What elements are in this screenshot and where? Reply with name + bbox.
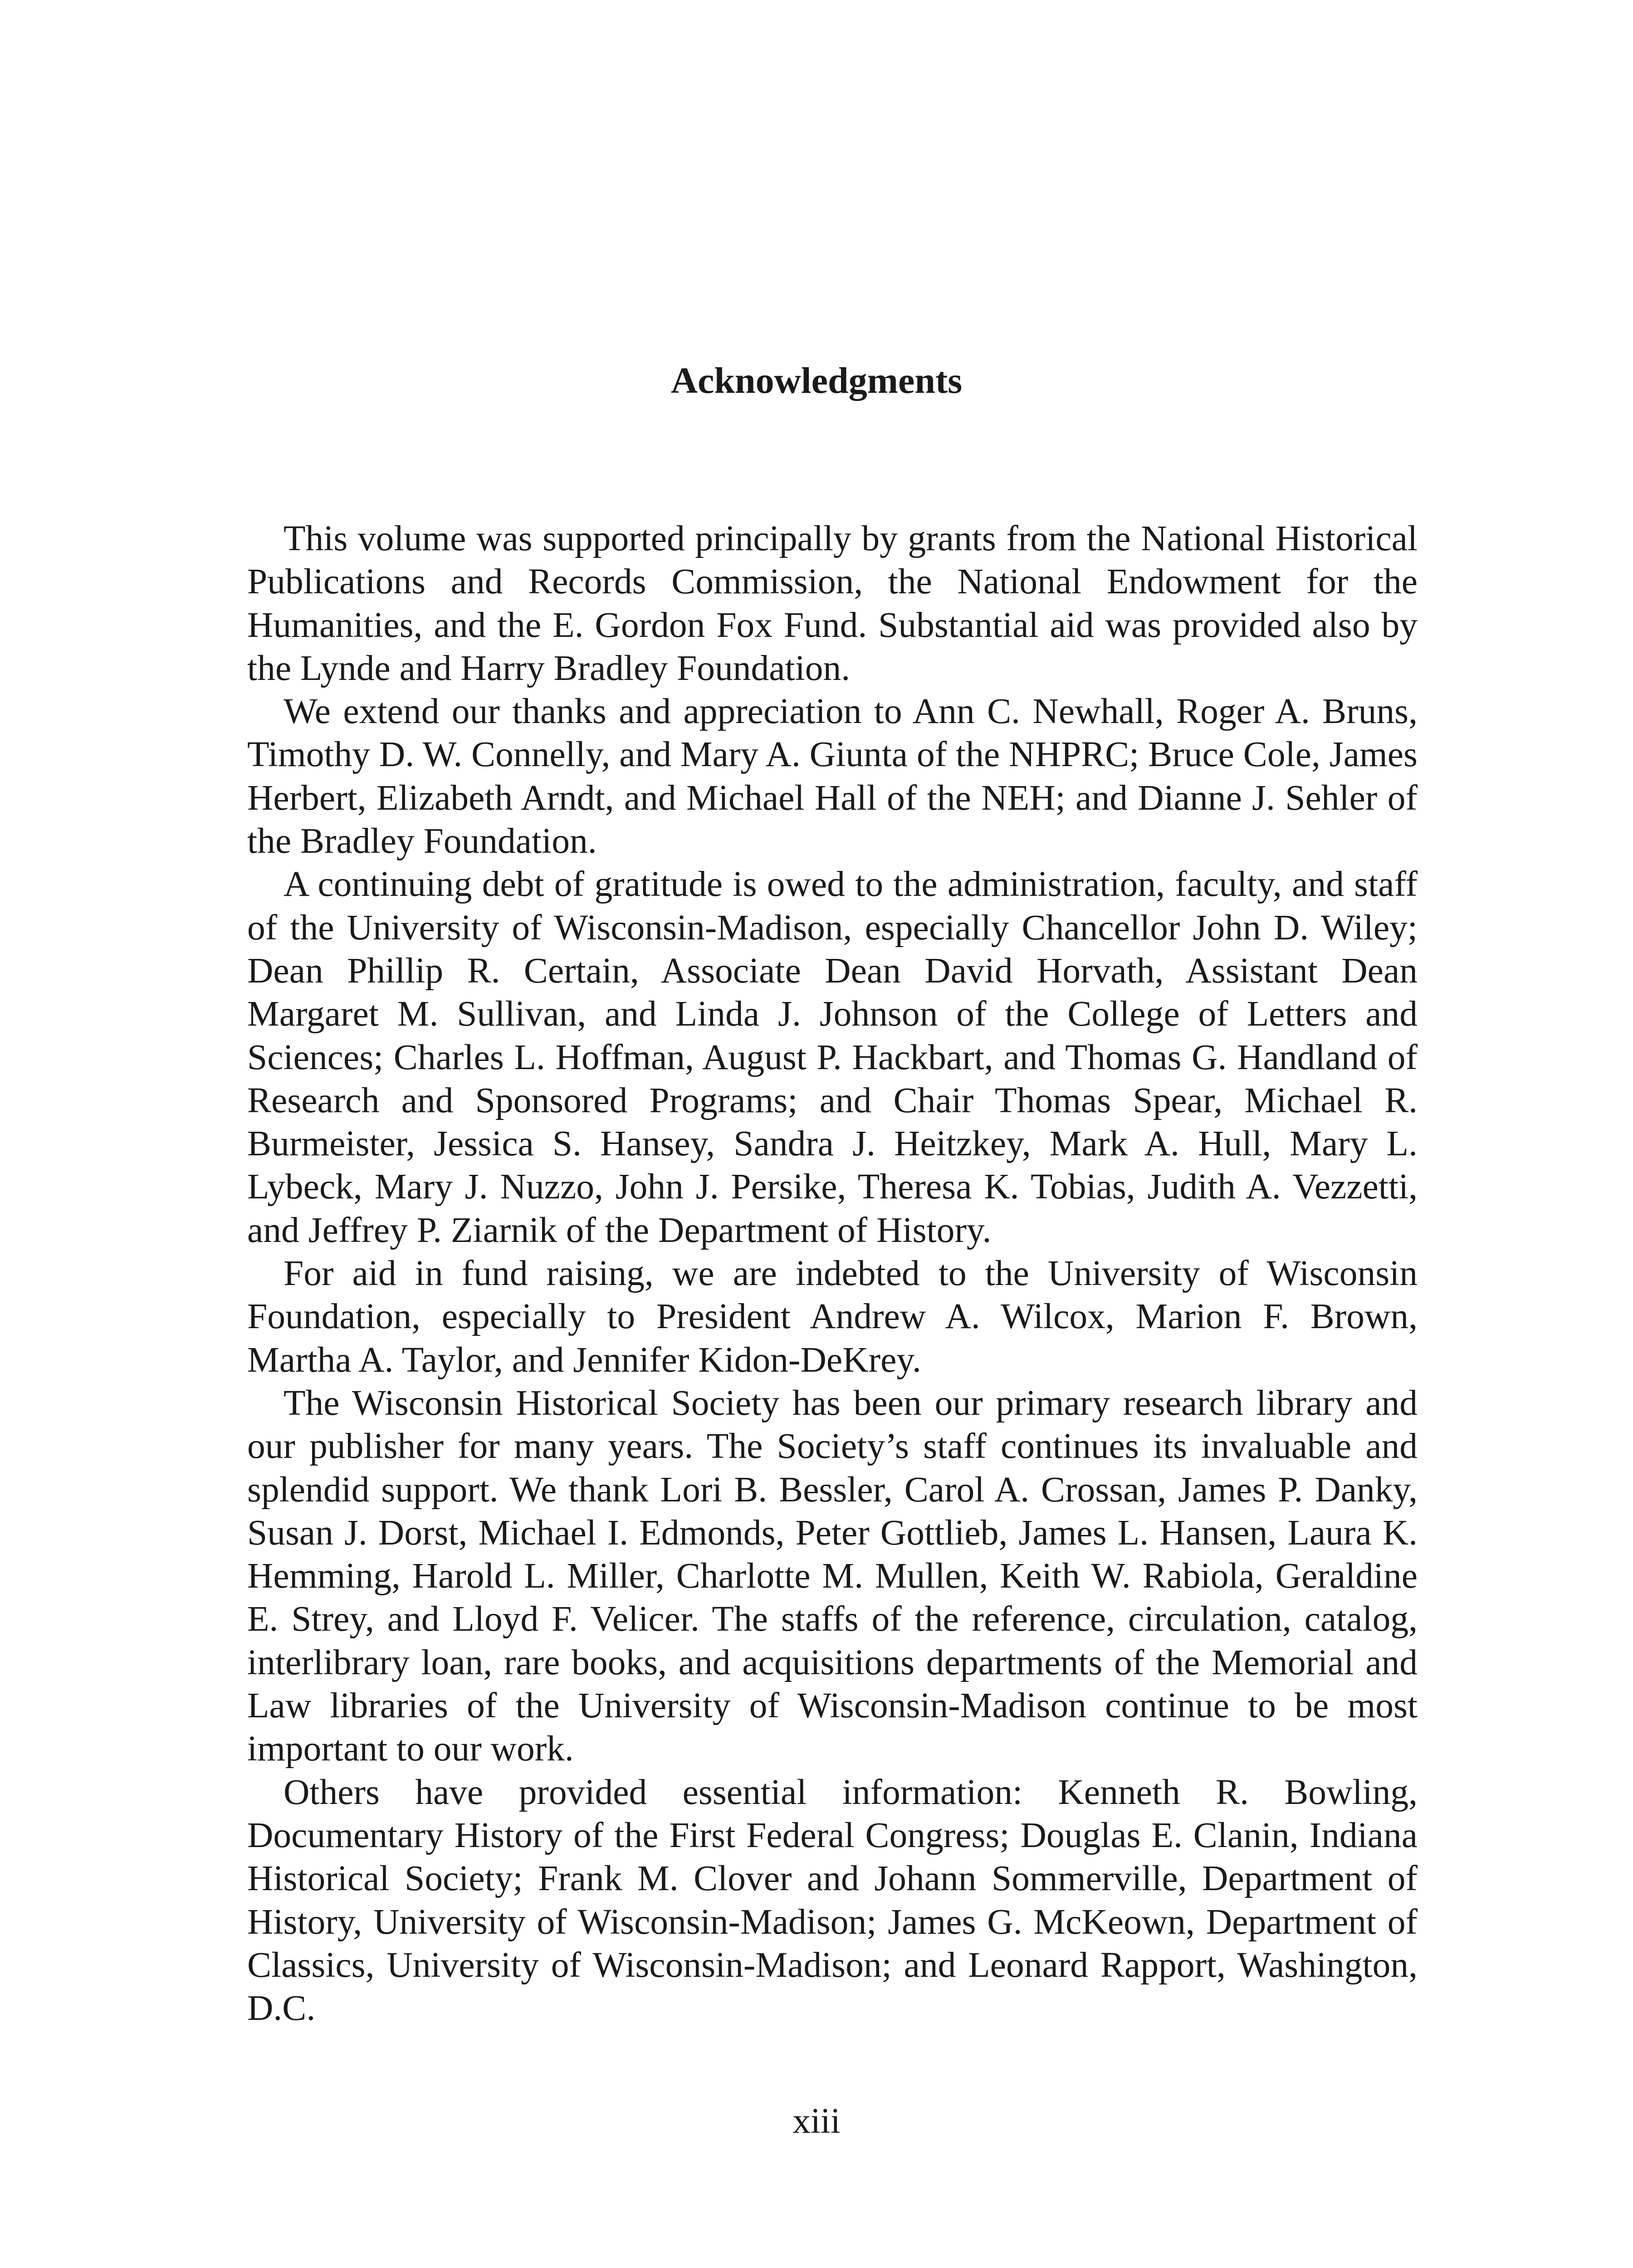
paragraph-other-contributors: Others have provided essential information: Kenneth R. Bowling, Documentary History of the First Federal Congress; Douglas E. Clanin, Indiana Historical Society; Frank M. Clover and Johann Sommerville, Department of History, University of Wisconsin-Madison; James G. McKeown, Department of Classics, University of Wisconsin-Madison; and Leonard Rapport, Washington, D.C. — [247, 1772, 1418, 2028]
paragraph-agency-thanks: We extend our thanks and appreciation to Ann C. Newhall, Roger A. Bruns, Timothy D. W. Connelly, and Mary A. Giunta of the NHPRC; Bruce Cole, James Herbert, Elizabeth Arndt, and Michael Hall of the NEH; and Dianne J. Sehler of the Bradley Foundation. — [247, 691, 1418, 861]
paragraph-historical-society: The Wisconsin Historical Society has been our primary research library and our publisher for many years. The Society’s staff continues its invaluable and splendid support. We thank Lori B. Bessler, Carol A. Crossan, James P. Danky, Susan J. Dorst, Michael I. Edmonds, Peter Gottlieb, James L. Hansen, Laura K. Hemming, Harold L. Miller, Charlotte M. Mullen, Keith W. Rabiola, Geraldine E. Strey, and Lloyd F. Velicer. The staffs of the reference, circulation, catalog, interlibrary loan, rare books, and acquisitions departments of the Memorial and Law libraries of the University of Wisconsin-Madison continue to be most important to our work. — [247, 1383, 1418, 1769]
acknowledgments-body — [247, 517, 1418, 2030]
paragraph-funding: This volume was supported principally by grants from the National Historical Publications and Records Commission, the National Endowment for the Humanities, and the E. Gordon Fox Fund. Substantial aid was provided also by the Lynde and Harry Bradley Foundation. — [247, 518, 1418, 688]
paragraph-fund-raising: For aid in fund raising, we are indebted to the University of Wisconsin Foundation, especially to President Andrew A. Wilcox, Marion F. Brown, Martha A. Taylor, and Jennifer Kidon-DeKrey. — [247, 1253, 1418, 1380]
page-title: Acknowledgments — [670, 360, 963, 401]
page-number: xiii — [792, 2102, 841, 2141]
paragraph-university-thanks: A continuing debt of gratitude is owed to the administration, faculty, and staff of the University of Wisconsin-Madison, especially Chancellor John D. Wiley; Dean Phillip R. Certain, Associate Dean David Horvath, Assistant Dean Margaret M. Sullivan, and Linda J. Johnson of the College of Letters and Sciences; Charles L. Hoffman, August P. Hackbart, and Thomas G. Handland of Research and Sponsored Programs; and Chair Thomas Spear, Michael R. Burmeister, Jessica S. Hansey, Sandra J. Heitzkey, Mark A. Hull, Mary L. Lybeck, Mary J. Nuzzo, John J. Persike, Theresa K. Tobias, Judith A. Vezzetti, and Jeffrey P. Ziarnik of the Department of History. — [247, 864, 1418, 1250]
